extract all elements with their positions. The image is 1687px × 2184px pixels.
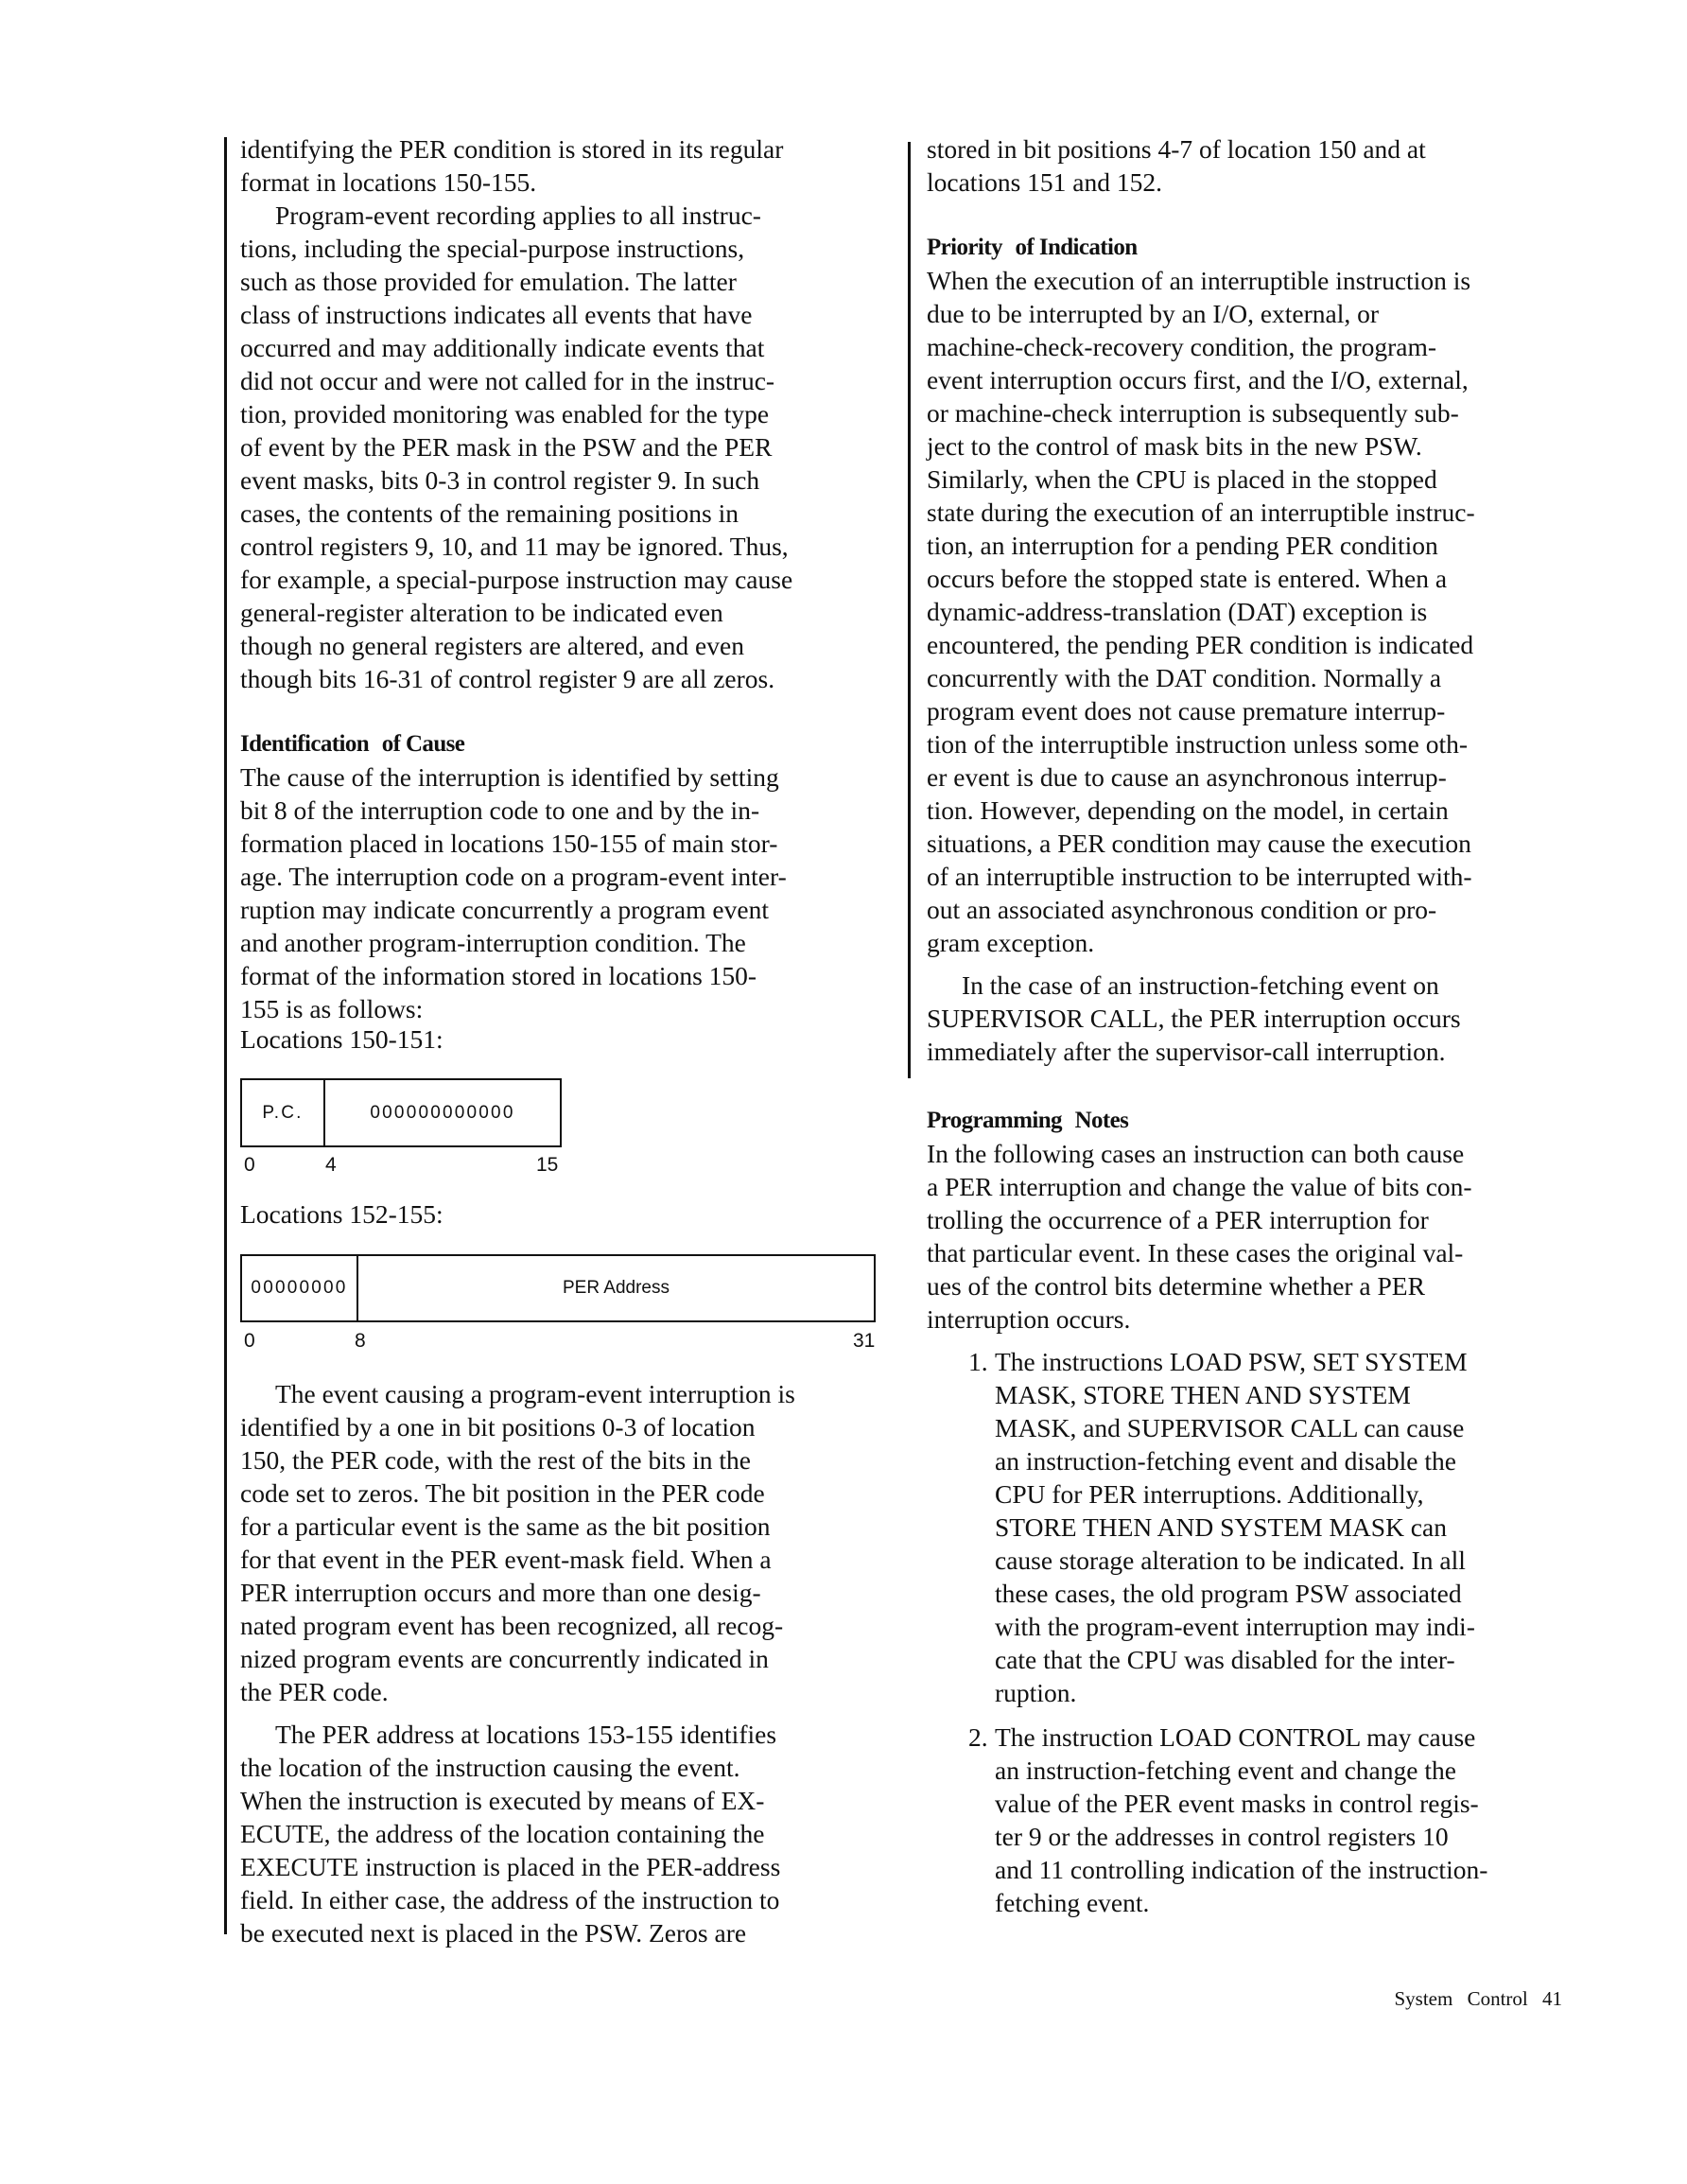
text-line: SUPERVISOR CALL, the PER interruption occurs xyxy=(927,1004,1461,1033)
heading-programming-notes xyxy=(927,1104,1560,1137)
text-line: formation placed in locations 150-155 of main stor- xyxy=(240,829,778,858)
text-line: stored in bit positions 4-7 of location 150 and at xyxy=(927,134,1426,164)
text-line: for that event in the PER event-mask field. When a xyxy=(240,1545,772,1574)
text-line: MASK, STORE THEN AND SYSTEM xyxy=(995,1380,1411,1409)
identification-paragraph xyxy=(240,760,864,1025)
list-number: 1. xyxy=(968,1347,988,1376)
text-line: code set to zeros. The bit position in the PER code xyxy=(240,1478,765,1508)
text-line: format of the information stored in locations 150- xyxy=(240,961,757,990)
text-line: though bits 16-31 of control register 9 are all zeros. xyxy=(240,664,775,693)
text-line: occurred and may additionally indicate events that xyxy=(240,333,765,362)
text-line: In the case of an instruction-fetching event on xyxy=(962,970,1439,1000)
text-line: a PER interruption and change the value of bits con- xyxy=(927,1172,1472,1201)
text-line: MASK, and SUPERVISOR CALL can cause xyxy=(995,1413,1465,1442)
text-line: nated program event has been recognized, all recog- xyxy=(240,1611,784,1640)
text-line: cause storage alteration to be indicated. In all xyxy=(995,1546,1466,1575)
text-line: 155 is as follows: xyxy=(240,994,424,1023)
format-box xyxy=(240,1078,562,1147)
text-line: Similarly, when the CPU is placed in the stopped xyxy=(927,464,1437,494)
right-column xyxy=(927,132,1560,1919)
text-line: format in locations 150-155. xyxy=(240,167,537,197)
text-line: 150, the PER code, with the rest of the bits in the xyxy=(240,1445,751,1475)
text-line: immediately after the supervisor-call interruption. xyxy=(927,1037,1446,1066)
bit-number: 15 xyxy=(536,1154,559,1176)
text-line: that particular event. In these cases the original val- xyxy=(927,1238,1464,1267)
text-line: these cases, the old program PSW associated xyxy=(995,1579,1462,1608)
text-line: fetching event. xyxy=(995,1888,1150,1917)
per-address-paragraph xyxy=(240,1718,883,1949)
text-line: of event by the PER mask in the PSW and the PER xyxy=(240,432,773,462)
text-line: the location of the instruction causing the event. xyxy=(240,1753,740,1782)
text-line: interruption occurs. xyxy=(927,1304,1131,1334)
text-line: locations 151 and 152. xyxy=(927,167,1162,197)
text-line: cases, the contents of the remaining positions in xyxy=(240,498,739,528)
text-line: identified by a one in bit positions 0-3 of location xyxy=(240,1412,756,1441)
text-line: When the execution of an interruptible instruction is xyxy=(927,266,1471,295)
field-zeros xyxy=(323,1080,560,1145)
field-label: 000000000000 xyxy=(370,1102,515,1123)
text-line: identifying the PER condition is stored in its regular xyxy=(240,134,784,164)
text-line: value of the PER event masks in control regis- xyxy=(995,1789,1479,1818)
heading-part: Programming xyxy=(927,1108,1062,1133)
text-line: class of instructions indicates all events that have xyxy=(240,300,753,329)
text-line: an instruction-fetching event and change the xyxy=(995,1756,1456,1785)
svc-paragraph xyxy=(927,969,1560,1068)
page-footer xyxy=(1324,1987,1562,2011)
event-paragraph xyxy=(240,1377,883,1708)
intro-paragraph xyxy=(240,132,864,199)
format-diagram-152-155 xyxy=(240,1254,893,1358)
revision-bar-left xyxy=(224,137,227,1934)
text-line: field. In either case, the address of the instruction to xyxy=(240,1885,780,1914)
text-line: be executed next is placed in the PSW. Zeros are xyxy=(240,1918,747,1948)
list-item xyxy=(927,1721,1560,1919)
priority-paragraph xyxy=(927,264,1560,959)
text-line: ECUTE, the address of the location containing the xyxy=(240,1819,765,1848)
bit-number: 31 xyxy=(853,1330,876,1352)
text-line: control registers 9, 10, and 11 may be ignored. Thus, xyxy=(240,532,789,561)
page-number: 41 xyxy=(1542,1987,1562,2010)
text-line: trolling the occurrence of a PER interruption for xyxy=(927,1205,1429,1234)
text-line: program event does not cause premature interrup- xyxy=(927,696,1446,725)
heading-part: Notes xyxy=(1074,1108,1129,1133)
field-per-address xyxy=(357,1256,874,1320)
list-item xyxy=(927,1345,1560,1709)
locations-150-151-label: Locations 150-151: xyxy=(240,1024,443,1054)
text-line: age. The interruption code on a program-event inter- xyxy=(240,862,787,891)
text-line: gram exception. xyxy=(927,928,1095,957)
text-line: though no general registers are altered, and even xyxy=(240,631,744,660)
format-box xyxy=(240,1254,876,1322)
text-line: The instructions LOAD PSW, SET SYSTEM xyxy=(995,1347,1468,1376)
field-label: P.C. xyxy=(262,1102,304,1123)
text-line: due to be interrupted by an I/O, external, or xyxy=(927,299,1380,328)
text-line: In the following cases an instruction can both cause xyxy=(927,1139,1465,1168)
text-line: and another program-interruption condition. The xyxy=(240,928,746,957)
text-line: The event causing a program-event interruption is xyxy=(275,1379,795,1408)
heading-part: Priority xyxy=(927,235,1002,260)
text-line: occurs before the stopped state is entered. When a xyxy=(927,564,1448,593)
text-line: event masks, bits 0-3 in control register 9. In such xyxy=(240,465,760,495)
text-line: encountered, the pending PER condition is indicated xyxy=(927,630,1474,659)
text-line: an instruction-fetching event and disable the xyxy=(995,1446,1456,1476)
programming-notes-intro xyxy=(927,1137,1560,1336)
text-line: for example, a special-purpose instruction may cause xyxy=(240,565,793,594)
text-line: EXECUTE instruction is placed in the PER-address xyxy=(240,1852,781,1881)
text-line: tion, provided monitoring was enabled for the type xyxy=(240,399,770,428)
text-line: did not occur and were not called for in the instruc- xyxy=(240,366,775,395)
left-column xyxy=(240,132,864,1025)
heading-part: Identification xyxy=(240,731,370,757)
field-label: PER Address xyxy=(563,1278,670,1298)
text-line: STORE THEN AND SYSTEM MASK can xyxy=(995,1512,1447,1542)
field-label: 00000000 xyxy=(251,1278,348,1298)
bit-number: 8 xyxy=(355,1330,366,1352)
heading-priority-of-indication xyxy=(927,231,1560,264)
text-line: bit 8 of the interruption code to one and by the in- xyxy=(240,795,760,825)
text-line: The instruction LOAD CONTROL may cause xyxy=(995,1722,1476,1752)
heading-identification-of-cause xyxy=(240,727,864,760)
text-line: CPU for PER interruptions. Additionally, xyxy=(995,1479,1424,1509)
text-line: ues of the control bits determine whether a PER xyxy=(927,1271,1425,1301)
text-line: the PER code. xyxy=(240,1677,389,1706)
text-line: er event is due to cause an asynchronous interrup- xyxy=(927,762,1447,792)
text-line: The PER address at locations 153-155 identifies xyxy=(275,1720,777,1749)
text-line: machine-check-recovery condition, the program- xyxy=(927,332,1437,361)
text-line: tion. However, depending on the model, in certain xyxy=(927,795,1449,825)
text-line: ruption. xyxy=(995,1678,1077,1707)
text-line: nized program events are concurrently indicated in xyxy=(240,1644,769,1673)
bit-number: 0 xyxy=(244,1330,255,1352)
text-line: ter 9 or the addresses in control registers 10 xyxy=(995,1822,1449,1851)
text-line: ruption may indicate concurrently a program event xyxy=(240,895,769,924)
bit-number: 0 xyxy=(244,1154,255,1176)
field-zeros xyxy=(242,1256,357,1320)
text-line: PER interruption occurs and more than one desig- xyxy=(240,1578,761,1607)
text-line: dynamic-address-translation (DAT) exception is xyxy=(927,597,1428,626)
text-line: general-register alteration to be indicated even xyxy=(240,598,723,627)
text-line: Program-event recording applies to all instruc- xyxy=(275,201,761,230)
heading-part: of Indication xyxy=(1015,235,1138,260)
revision-bar-right xyxy=(908,142,911,1078)
per-applies-paragraph xyxy=(240,199,864,695)
format-diagram-150-151 xyxy=(240,1078,581,1182)
right-intro-paragraph xyxy=(927,132,1560,199)
text-line: of an interruptible instruction to be interrupted with- xyxy=(927,862,1472,891)
text-line: tion of the interruptible instruction unless some oth- xyxy=(927,729,1469,759)
text-line: event interruption occurs first, and the I/O, external, xyxy=(927,365,1469,394)
bit-number: 4 xyxy=(325,1154,337,1176)
field-pc xyxy=(242,1080,323,1145)
text-line: concurrently with the DAT condition. Normally a xyxy=(927,663,1442,692)
text-line: cate that the CPU was disabled for the inter- xyxy=(995,1645,1455,1674)
text-line: and 11 controlling indication of the instruction- xyxy=(995,1855,1488,1884)
text-line: or machine-check interruption is subsequently sub- xyxy=(927,398,1459,428)
text-line: ject to the control of mask bits in the new PSW. xyxy=(927,431,1422,461)
text-line: The cause of the interruption is identified by setting xyxy=(240,762,779,792)
text-line: When the instruction is executed by means of EX- xyxy=(240,1786,765,1815)
text-line: with the program-event interruption may indi- xyxy=(995,1612,1475,1641)
text-line: such as those provided for emulation. The latter xyxy=(240,267,737,296)
programming-notes-list xyxy=(927,1345,1560,1919)
text-line: situations, a PER condition may cause the execution xyxy=(927,829,1471,858)
footer-section-title: System Control xyxy=(1394,1987,1528,2010)
text-line: tion, an interruption for a pending PER condition xyxy=(927,531,1438,560)
text-line: tions, including the special-purpose instructions, xyxy=(240,234,745,263)
text-line: state during the execution of an interruptible instruc- xyxy=(927,498,1475,527)
list-number: 2. xyxy=(968,1722,988,1752)
left-column-lower xyxy=(240,1377,883,1949)
text-line: for a particular event is the same as the bit position xyxy=(240,1511,771,1541)
heading-part: of Cause xyxy=(381,731,465,757)
locations-152-155-label: Locations 152-155: xyxy=(240,1199,443,1229)
text-line: out an associated asynchronous condition or pro- xyxy=(927,895,1437,924)
